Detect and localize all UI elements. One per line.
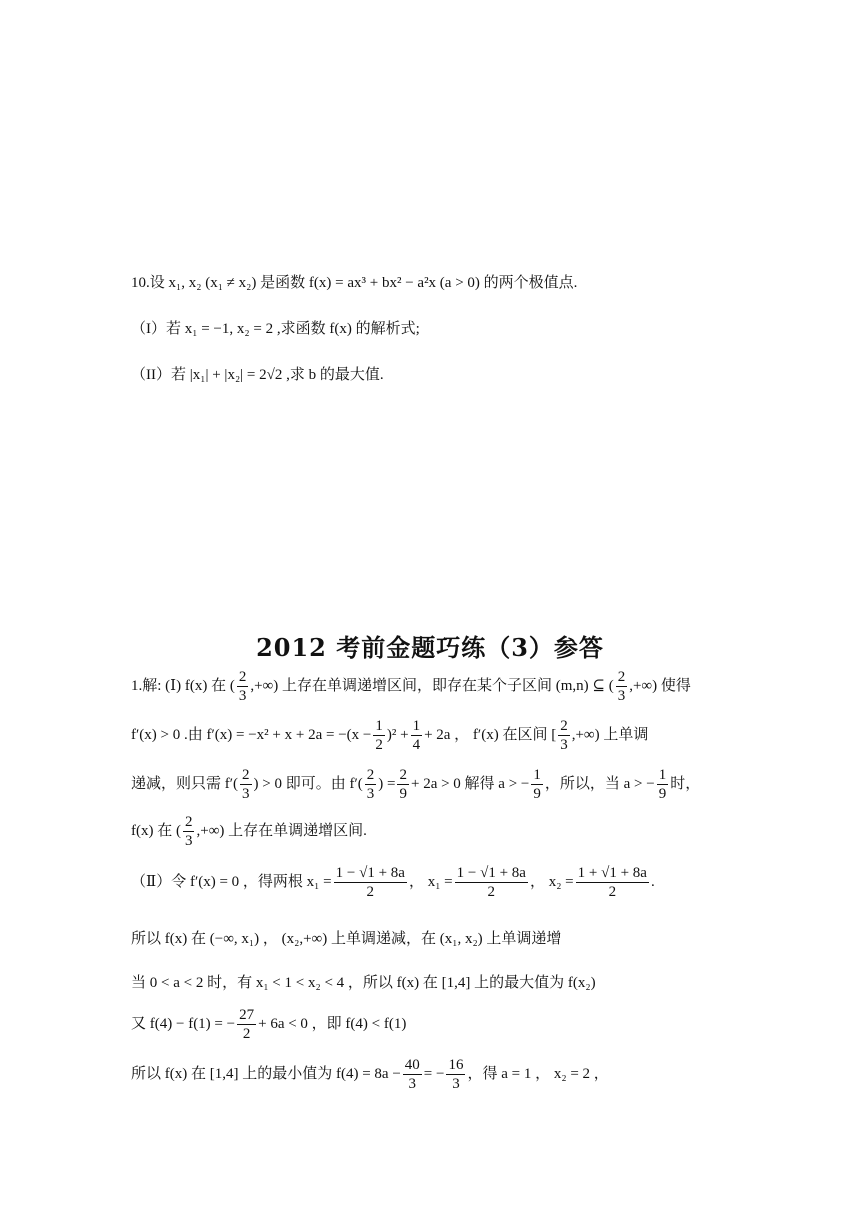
text: + 6a < 0 ，即 f(4) < f(1) <box>258 1015 407 1032</box>
text: 1.解: (Ⅰ) f(x) 在 ( <box>131 677 235 694</box>
answer-line-5 <box>131 864 655 901</box>
denominator: 3 <box>184 833 193 849</box>
fraction-2-9 <box>397 766 409 803</box>
text: f′(x) > 0 .由 f′(x) = −x² + x + 2a = −(x − <box>131 726 372 743</box>
numerator: 2 <box>366 767 375 783</box>
text: ) = <box>378 775 396 792</box>
fraction-16-3 <box>446 1056 465 1093</box>
denominator: 2 <box>487 884 496 900</box>
fraction-2-3 <box>365 766 377 803</box>
text: )² + <box>386 726 409 743</box>
fraction-2-3 <box>616 668 628 705</box>
fraction-1-2 <box>373 717 385 754</box>
numerator: 1 <box>375 718 383 734</box>
text: 递减，则只需 f′( <box>131 775 239 792</box>
text: ,+∞) 使得 <box>629 677 691 694</box>
numerator: 1 − √1 + 8a <box>456 865 526 881</box>
answer-line-9 <box>131 1056 609 1093</box>
numerator: 1 − √1 + 8a <box>335 865 405 881</box>
fraction-27-2 <box>237 1006 256 1043</box>
text: ,+∞) 上存在单调递增区间. <box>196 822 367 839</box>
numerator: 27 <box>239 1007 255 1023</box>
numerator: 1 <box>658 767 667 783</box>
text: ,+∞) 上单调 <box>571 726 649 743</box>
denominator: 2 <box>608 884 617 900</box>
numerator: 2 <box>560 718 568 734</box>
text: ,+∞) 上存在单调递增区间，即存在某个子区间 (m,n) ⊆ ( <box>250 677 614 694</box>
answer-line-3 <box>131 766 700 803</box>
denominator: 3 <box>366 786 375 802</box>
denominator: 3 <box>452 1076 460 1092</box>
text: ， x₁ = <box>408 873 453 890</box>
fraction-2-3 <box>558 717 570 754</box>
text: + 2a ， f′(x) 在区间 [ <box>424 726 557 743</box>
fraction-1-4 <box>411 717 423 754</box>
fraction-2-3 <box>183 813 195 850</box>
fraction-40-3 <box>403 1056 422 1093</box>
fraction-1-9 <box>531 766 543 803</box>
fraction-root-minus <box>455 864 528 901</box>
text: f(x) 在 ( <box>131 822 181 839</box>
text: 所以 f(x) 在 [1,4] 上的最小值为 f(4) = 8a − <box>131 1065 401 1082</box>
denominator: 9 <box>658 786 667 802</box>
numerator: 40 <box>404 1057 420 1073</box>
text: 时， <box>670 775 701 792</box>
numerator: 1 <box>533 767 541 783</box>
denominator: 4 <box>412 737 421 753</box>
answer-line-2 <box>131 717 648 754</box>
numerator: 16 <box>448 1057 464 1073</box>
denominator: 3 <box>617 688 626 704</box>
text: ) > 0 即可。由 f′( <box>253 775 363 792</box>
denominator: 2 <box>375 737 383 753</box>
text: ，得 a = 1 ， x₂ = 2 ， <box>467 1065 609 1082</box>
answer-line-1 <box>131 668 691 705</box>
numerator: 2 <box>617 669 626 685</box>
problem-10-stem: 10.设 x₁, x₂ (x₁ ≠ x₂) 是函数 f(x) = ax³ + bx² − a²x (a > 0) 的两个极值点. <box>131 275 578 291</box>
fraction-root-plus <box>576 864 649 901</box>
fraction-2-3 <box>237 668 249 705</box>
text: ，所以，当 a > − <box>544 775 655 792</box>
denominator: 2 <box>366 884 375 900</box>
text: 又 f(4) − f(1) = − <box>131 1015 236 1032</box>
answer-line-4 <box>131 813 367 850</box>
text: = − <box>423 1065 445 1082</box>
answer-line-7: 当 0 < a < 2 时，有 x₁ < 1 < x₂ < 4 ，所以 f(x) 在 [1,4] 上的最大值为 f(x₂) <box>131 975 596 991</box>
problem-10-part-2: （II）若 |x₁| + |x₂| = 2√2 ,求 b 的最大值. <box>131 367 384 383</box>
answer-line-8 <box>131 1006 406 1043</box>
numerator: 2 <box>184 814 193 830</box>
denominator: 9 <box>533 786 541 802</box>
numerator: 1 <box>412 718 421 734</box>
denominator: 3 <box>560 737 568 753</box>
numerator: 2 <box>399 767 407 783</box>
denominator: 3 <box>242 786 250 802</box>
denominator: 3 <box>408 1076 417 1092</box>
fraction-1-9 <box>657 766 669 803</box>
answer-title: 2012 考前金题巧练（3）参答 <box>256 633 604 662</box>
denominator: 3 <box>238 688 247 704</box>
denominator: 2 <box>242 1026 251 1042</box>
text: （Ⅱ）令 f′(x) = 0 ，得两根 x₁ = <box>131 873 332 890</box>
text: + 2a > 0 解得 a > − <box>410 775 530 792</box>
text: . <box>650 873 655 890</box>
denominator: 9 <box>399 786 407 802</box>
text: ， x₂ = <box>529 873 574 890</box>
answer-line-6: 所以 f(x) 在 (−∞, x₁) ， (x₂,+∞) 上单调递减，在 (x₁, x₂) 上单调递增 <box>131 931 562 947</box>
fraction-root-minus <box>334 864 407 901</box>
numerator: 1 + √1 + 8a <box>577 865 647 881</box>
problem-10-part-1: （I）若 x₁ = −1, x₂ = 2 ,求函数 f(x) 的解析式; <box>131 321 420 337</box>
numerator: 2 <box>242 767 250 783</box>
fraction-2-3 <box>240 766 252 803</box>
numerator: 2 <box>238 669 247 685</box>
